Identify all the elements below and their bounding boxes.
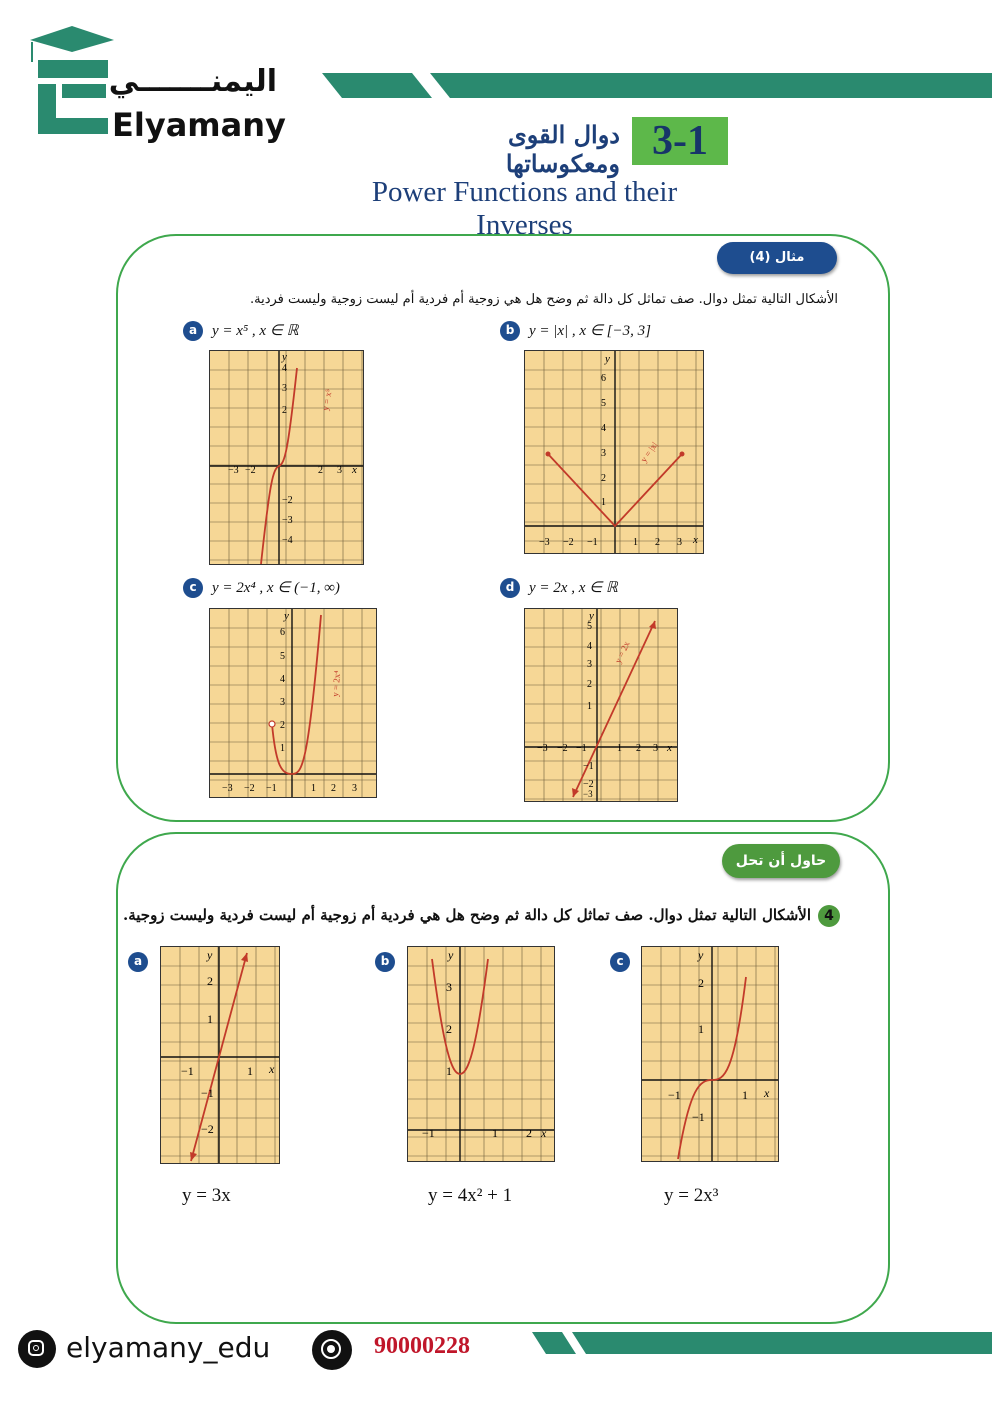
practice-badge-c: c xyxy=(610,952,630,972)
practice-instruction: الأشكال التالية تمثل دوال. صف تماثل كل دالة ثم وضح هل هي فردية أم زوجية أم ليست فردية وليست زوجية. xyxy=(123,906,811,924)
svg-text:2: 2 xyxy=(318,465,323,476)
example-label-c: y = 2x⁴ , x ∈ (−1, ∞) xyxy=(212,580,340,596)
example-label-a: y = x⁵ , x ∈ ℝ xyxy=(212,323,299,339)
svg-text:6: 6 xyxy=(280,627,285,638)
svg-text:1: 1 xyxy=(247,1064,253,1078)
example-badge-c: c xyxy=(183,578,203,598)
example-badge-d: d xyxy=(500,578,520,598)
svg-text:−2: −2 xyxy=(557,743,568,754)
svg-text:y: y xyxy=(605,353,610,365)
svg-text:x: x xyxy=(541,1126,547,1140)
svg-text:−4: −4 xyxy=(282,535,293,546)
svg-text:3: 3 xyxy=(337,465,342,476)
svg-text:−3: −3 xyxy=(282,515,293,526)
svg-text:−3: −3 xyxy=(222,783,233,794)
svg-text:1: 1 xyxy=(492,1126,498,1140)
practice-pill: حاول أن تحل xyxy=(722,844,840,878)
svg-text:3: 3 xyxy=(677,537,682,548)
lesson-title-english: Power Functions and their Inverses xyxy=(371,176,678,241)
svg-text:5: 5 xyxy=(587,621,592,632)
curve-label-c: y = 2x⁴ xyxy=(330,670,343,698)
bottom-banner-stripe xyxy=(532,1332,992,1358)
svg-text:−2: −2 xyxy=(244,783,255,794)
footer-handle: elyamany_edu xyxy=(66,1331,271,1364)
svg-text:−1: −1 xyxy=(583,761,594,772)
graph-practice-b xyxy=(407,946,555,1162)
graph-practice-c xyxy=(641,946,779,1162)
svg-text:−1: −1 xyxy=(422,1126,435,1140)
svg-text:1: 1 xyxy=(311,783,316,794)
svg-text:2: 2 xyxy=(207,974,213,988)
lesson-number-box: 3-1 xyxy=(632,117,728,165)
graph-example-a xyxy=(209,350,364,565)
svg-text:3: 3 xyxy=(280,697,285,708)
svg-text:−3: −3 xyxy=(537,743,548,754)
svg-text:1: 1 xyxy=(617,743,622,754)
svg-text:1: 1 xyxy=(280,743,285,754)
svg-text:−1: −1 xyxy=(668,1088,681,1102)
svg-text:x: x xyxy=(269,1062,275,1076)
svg-text:−2: −2 xyxy=(563,537,574,548)
footer-phone: 90000228 xyxy=(374,1333,470,1359)
logo-english-text: Elyamany xyxy=(112,106,286,144)
example-badge-b: b xyxy=(500,321,520,341)
svg-text:1: 1 xyxy=(446,1064,452,1078)
svg-text:2: 2 xyxy=(655,537,660,548)
svg-text:6: 6 xyxy=(601,373,606,384)
svg-text:−1: −1 xyxy=(576,743,587,754)
svg-text:2: 2 xyxy=(280,720,285,731)
svg-text:−2: −2 xyxy=(201,1122,214,1136)
graph-practice-a-svg xyxy=(161,947,279,1163)
svg-text:−3: −3 xyxy=(583,789,593,799)
curve-label-b: y = |x| xyxy=(638,440,660,465)
example-pill: مثال (4) xyxy=(717,242,837,274)
practice-number-badge: 4 xyxy=(818,905,840,927)
svg-text:3: 3 xyxy=(587,659,592,670)
svg-text:3: 3 xyxy=(653,743,658,754)
svg-text:2: 2 xyxy=(282,405,287,416)
example-label-b: y = |x| , x ∈ [−3, 3] xyxy=(529,323,651,339)
svg-text:3: 3 xyxy=(352,783,357,794)
curve-label-d: y = 2x xyxy=(612,639,632,665)
graph-example-c-svg xyxy=(210,609,376,797)
instagram-icon xyxy=(18,1330,56,1368)
svg-text:2: 2 xyxy=(636,743,641,754)
svg-text:4: 4 xyxy=(601,423,606,434)
svg-text:3: 3 xyxy=(446,980,452,994)
svg-text:−1: −1 xyxy=(181,1064,194,1078)
svg-text:x: x xyxy=(667,742,672,754)
svg-text:1: 1 xyxy=(207,1012,213,1026)
svg-text:2: 2 xyxy=(446,1022,452,1036)
svg-text:1: 1 xyxy=(601,497,606,508)
svg-text:2: 2 xyxy=(601,473,606,484)
practice-equation-a: y = 3x xyxy=(182,1185,231,1206)
svg-text:2: 2 xyxy=(526,1126,532,1140)
svg-text:y: y xyxy=(207,948,213,962)
svg-text:−1: −1 xyxy=(266,783,277,794)
svg-text:2: 2 xyxy=(587,679,592,690)
practice-badge-b: b xyxy=(375,952,395,972)
svg-text:−1: −1 xyxy=(201,1086,214,1100)
top-banner-stripe xyxy=(322,73,992,103)
svg-text:x: x xyxy=(352,464,357,476)
logo-arabic-text: اليمنـــــــي xyxy=(108,64,277,99)
logo xyxy=(22,22,292,147)
graph-example-d xyxy=(524,608,678,802)
graph-example-a-svg xyxy=(210,351,363,564)
practice-badge-a: a xyxy=(128,952,148,972)
svg-text:−1: −1 xyxy=(692,1110,705,1124)
lesson-title-arabic: دوال القوى ومعكوساتها xyxy=(505,120,620,178)
svg-text:−3: −3 xyxy=(539,537,550,548)
svg-text:−2: −2 xyxy=(583,779,594,790)
example-instruction: الأشكال التالية تمثل دوال. صف تماثل كل دالة ثم وضح هل هي زوجية أم فردية أم ليست زوجية وليست فردية. xyxy=(250,292,838,307)
svg-text:2: 2 xyxy=(331,783,336,794)
example-badge-a: a xyxy=(183,321,203,341)
svg-text:x: x xyxy=(764,1086,770,1100)
svg-text:1: 1 xyxy=(698,1022,704,1036)
graph-practice-c-svg xyxy=(642,947,778,1161)
graph-example-b xyxy=(524,350,704,554)
svg-text:y: y xyxy=(448,948,454,962)
svg-text:4: 4 xyxy=(282,363,287,374)
svg-text:4: 4 xyxy=(280,674,285,685)
graph-practice-a xyxy=(160,946,280,1164)
graph-example-c xyxy=(209,608,377,798)
svg-text:y: y xyxy=(284,610,289,622)
graph-example-d-svg xyxy=(525,609,677,801)
whatsapp-icon xyxy=(312,1330,352,1370)
svg-text:4: 4 xyxy=(587,641,592,652)
example-label-d: y = 2x , x ∈ ℝ xyxy=(529,580,618,596)
svg-text:5: 5 xyxy=(280,651,285,662)
graph-practice-b-svg xyxy=(408,947,554,1161)
practice-equation-b: y = 4x² + 1 xyxy=(428,1185,513,1206)
svg-text:−2: −2 xyxy=(245,465,256,476)
svg-text:−3: −3 xyxy=(228,465,239,476)
svg-text:y: y xyxy=(589,610,594,622)
svg-text:x: x xyxy=(693,534,698,546)
svg-text:3: 3 xyxy=(282,383,287,394)
svg-text:−1: −1 xyxy=(587,537,598,548)
graph-example-b-svg xyxy=(525,351,703,553)
svg-text:y: y xyxy=(282,351,287,363)
svg-text:1: 1 xyxy=(587,701,592,712)
svg-text:y: y xyxy=(698,948,704,962)
svg-text:2: 2 xyxy=(698,976,704,990)
svg-text:−2: −2 xyxy=(282,495,293,506)
svg-text:5: 5 xyxy=(601,398,606,409)
curve-label-a: y = x⁵ xyxy=(320,388,334,412)
svg-text:3: 3 xyxy=(601,448,606,459)
svg-text:1: 1 xyxy=(633,537,638,548)
practice-equation-c: y = 2x³ xyxy=(664,1185,719,1206)
svg-text:1: 1 xyxy=(742,1088,748,1102)
